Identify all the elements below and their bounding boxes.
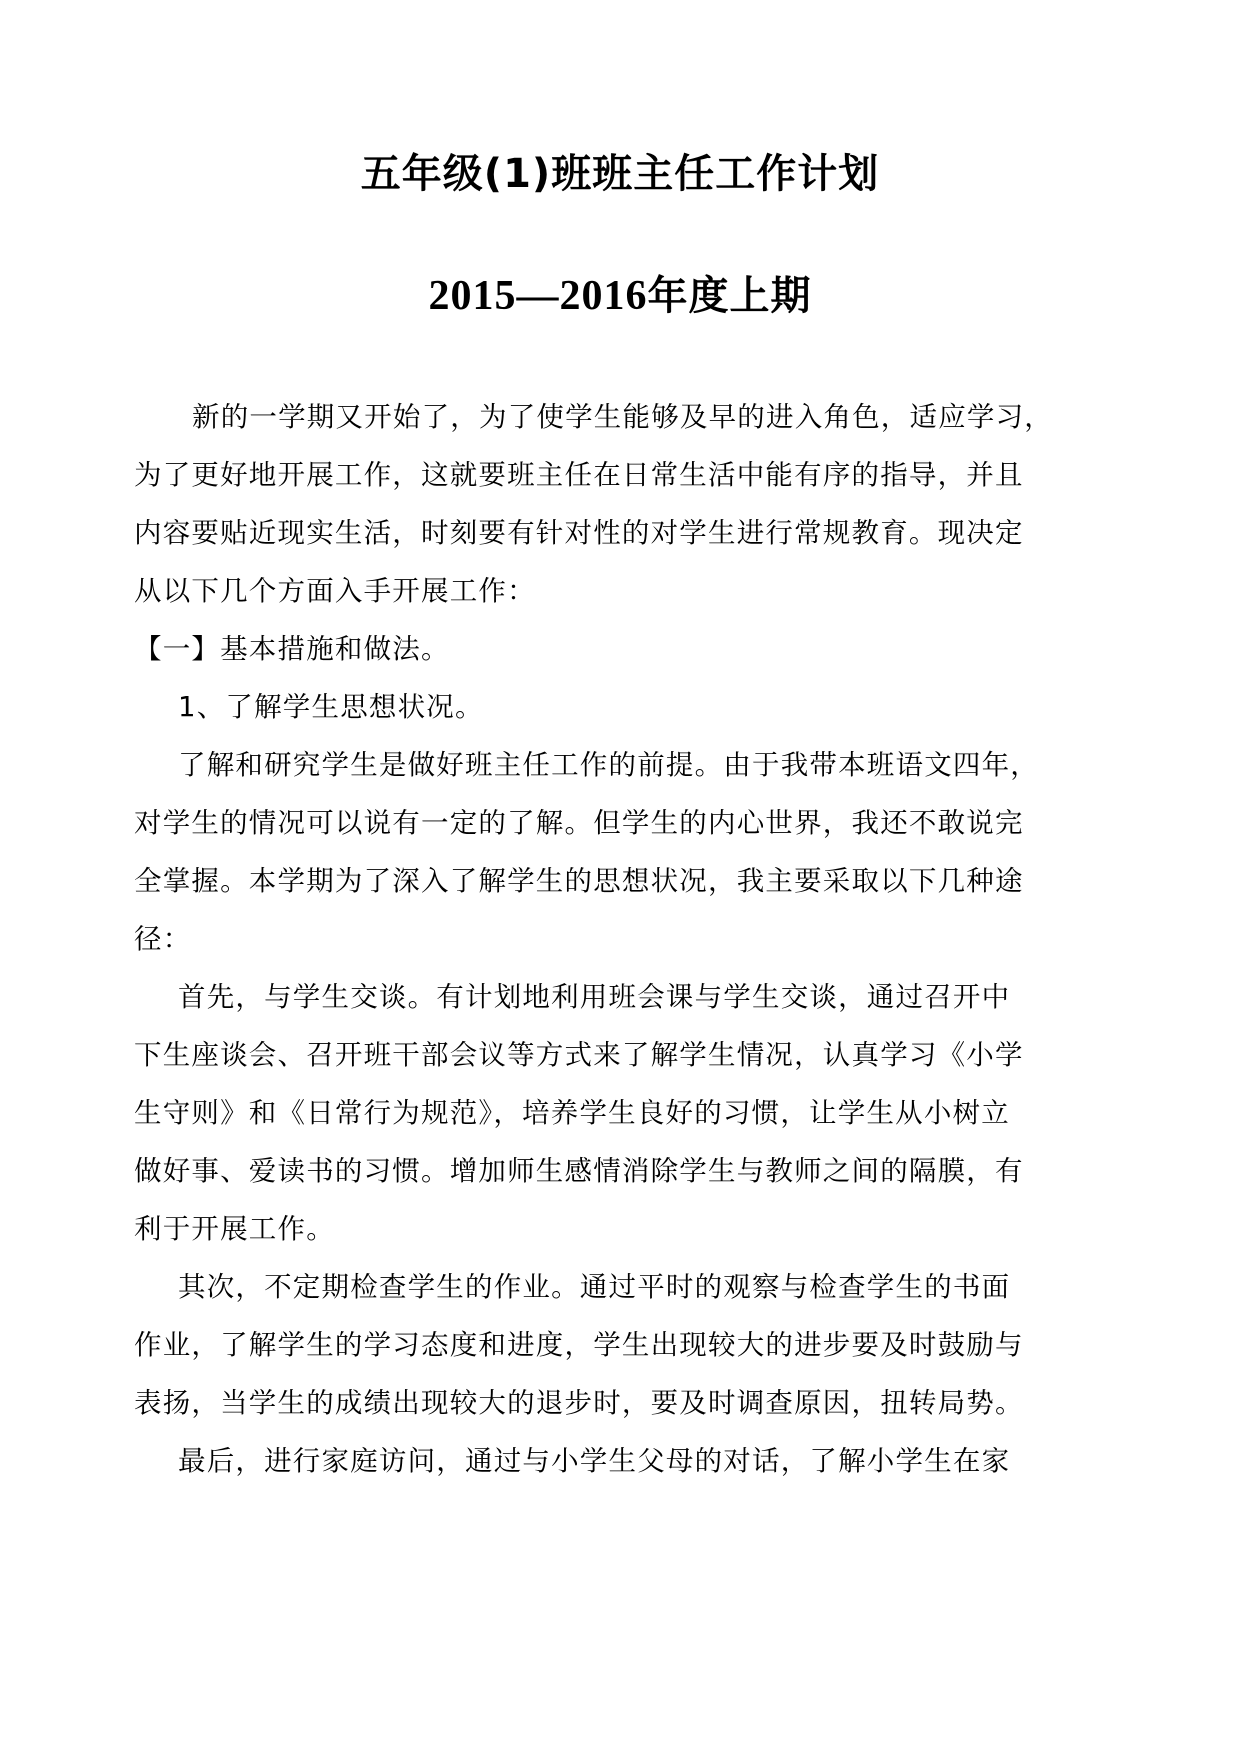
body-line: 生守则》和《日常行为规范》，培养学生良好的习惯，让学生从小树立 [134, 1097, 1010, 1129]
body-line: 最后，进行家庭访问，通过与小学生父母的对话，了解小学生在家 [178, 1445, 1011, 1477]
subtitle-year: 2015—2016 [428, 273, 648, 319]
document-title: 五年级(1)班班主任工作计划 [360, 151, 880, 197]
document-subtitle [0, 272, 1240, 320]
body-line: 了解和研究学生是做好班主任工作的前提。由于我带本班语文四年， [178, 749, 1039, 781]
body-line: 内容要贴近现实生活，时刻要有针对性的对学生进行常规教育。现决定 [134, 517, 1024, 549]
body-line: 全掌握。本学期为了深入了解学生的思想状况，我主要采取以下几种途 [134, 865, 1024, 897]
body-line: 表扬，当学生的成绩出现较大的退步时，要及时调查原因，扭转局势。 [134, 1387, 1024, 1419]
body-line: 为了更好地开展工作，这就要班主任在日常生活中能有序的指导，并且 [134, 459, 1024, 491]
body-line: 首先，与学生交谈。有计划地利用班会课与学生交谈，通过召开中 [178, 981, 1011, 1013]
subtitle-period: 年度上期 [647, 273, 812, 319]
body-line: 【一】基本措施和做法。 [134, 633, 450, 665]
body-line: 新的一学期又开始了，为了使学生能够及早的进入角色，适应学习， [192, 401, 1053, 433]
body-line: 作业，了解学生的学习态度和进度，学生出现较大的进步要及时鼓励与 [134, 1329, 1024, 1361]
body-line: 其次，不定期检查学生的作业。通过平时的观察与检查学生的书面 [178, 1271, 1011, 1303]
body-line: 从以下几个方面入手开展工作： [134, 575, 536, 607]
body-line: 利于开展工作。 [134, 1213, 335, 1245]
body-line: 对学生的情况可以说有一定的了解。但学生的内心世界，我还不敢说完 [134, 807, 1024, 839]
body-line: 下生座谈会、召开班干部会议等方式来了解学生情况，认真学习《小学 [134, 1039, 1024, 1071]
body-line: 1、了解学生思想状况。 [178, 691, 484, 723]
body-line: 径： [134, 923, 192, 955]
body-line: 做好事、爱读书的习惯。增加师生感情消除学生与教师之间的隔膜，有 [134, 1155, 1024, 1187]
